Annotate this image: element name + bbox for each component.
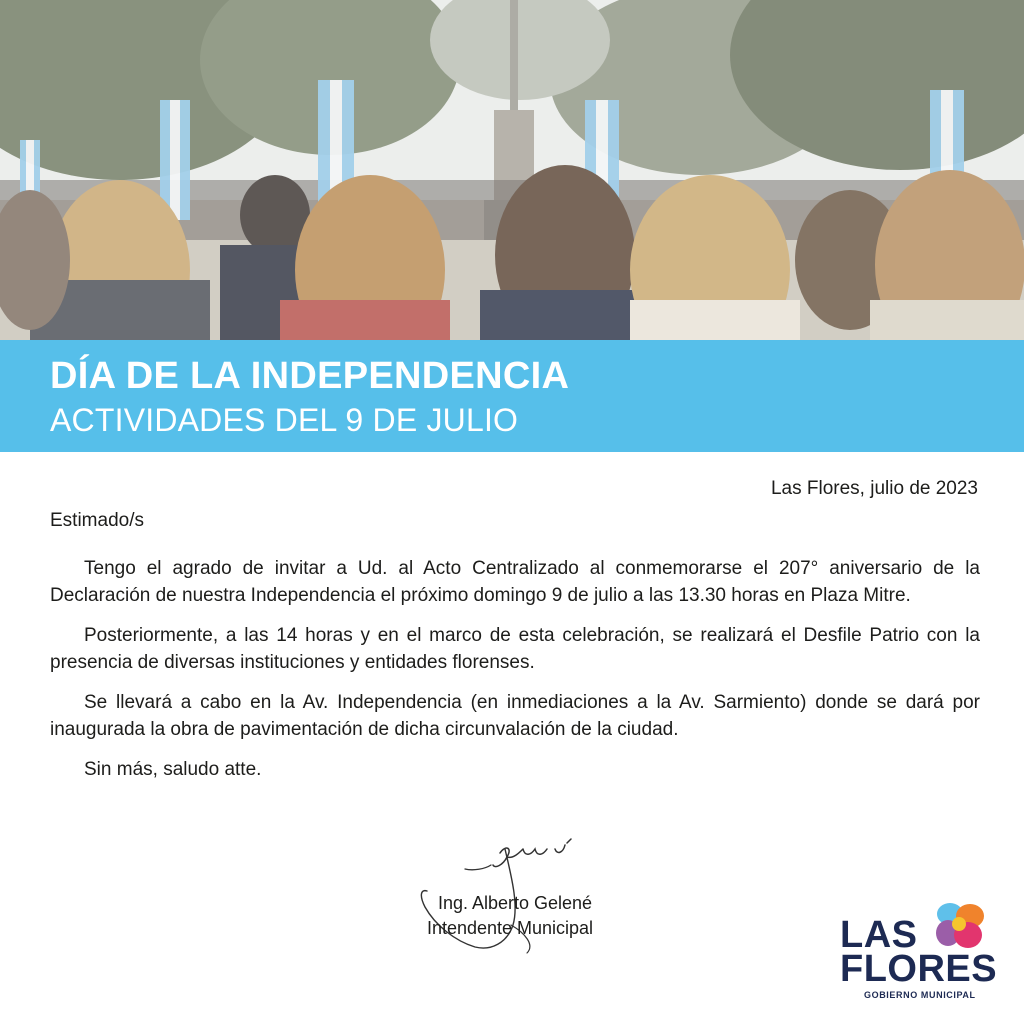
place-date: Las Flores, julio de 2023 (770, 478, 978, 499)
banner-title: DÍA DE LA INDEPENDENCIA (50, 355, 570, 397)
header-photo (0, 0, 1024, 340)
letter-body (50, 556, 980, 798)
greeting: Estimado/s (50, 510, 144, 531)
paragraph-inauguration: Se llevará a cabo en la Av. Independencia (en inmediaciones a la Av. Sarmiento) donde se dará por inaugurada la obra de pavimentación de dicha circunvalación de la ciudad. (50, 692, 980, 740)
las-flores-logo (840, 898, 998, 1002)
flower-petals-logo-icon (930, 900, 986, 950)
paragraph-closing: Sin más, saludo atte. (84, 759, 262, 780)
logo-tagline: GOBIERNO MUNICIPAL (864, 990, 976, 1000)
logo-text-line2: FLORES (840, 948, 998, 990)
banner-subtitle: ACTIVIDADES DEL 9 DE JULIO (50, 402, 519, 438)
photo-overlay (0, 0, 1024, 340)
signer-name: Ing. Alberto Gelené (437, 893, 593, 913)
logo-text-line1: LAS (840, 914, 918, 956)
paragraph-parade: Posteriormente, a las 14 horas y en el marco de esta celebración, se realizará el Desfile Patrio con la presencia de diversas instituciones y entidades florenses. (50, 625, 980, 673)
signer-title: Intendente Municipal (426, 918, 594, 938)
paragraph-invitation: Tengo el agrado de invitar a Ud. al Acto Centralizado al conmemorarse el 207° aniversario de la Declaración de nuestra Independencia el próximo domingo 9 de julio a las 13.30 horas en Plaza Mitre. (50, 558, 980, 606)
